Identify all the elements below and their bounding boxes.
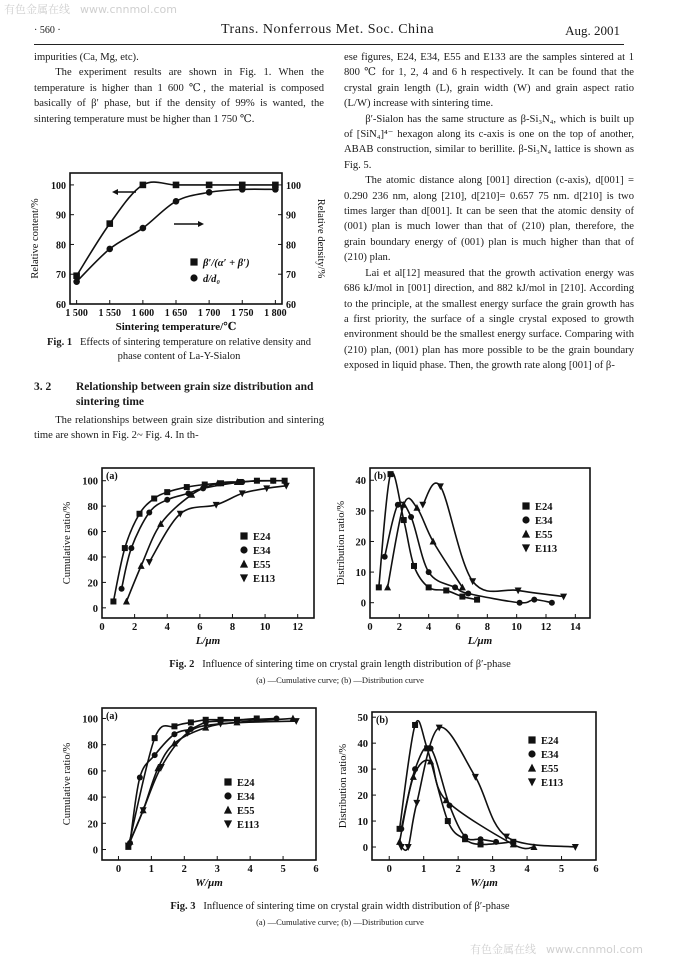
y-right-axis-label: Relative density/% [315, 198, 326, 279]
y-tick-label: 10 [355, 568, 366, 580]
x-tick-label: 2 [181, 864, 187, 875]
data-point-triangle-up [138, 562, 145, 569]
y-tick-label: 50 [357, 713, 368, 725]
x-tick-label: 6 [313, 864, 319, 875]
data-point-circle [382, 554, 388, 560]
series-E55 [123, 478, 241, 604]
y-axis-label: Cumulative ratio/% [62, 742, 73, 826]
x-tick-label: 8 [484, 622, 490, 633]
legend-label: E55 [237, 806, 255, 817]
fig2b-chart [330, 462, 600, 652]
data-point-triangle-up [528, 764, 536, 772]
data-point-circle [531, 597, 537, 603]
data-point-square [73, 272, 80, 279]
x-axis-label: Sintering temperature/℃ [115, 321, 237, 332]
data-point-square [376, 584, 382, 590]
data-point-circle [549, 600, 555, 606]
journal-title: Trans. Nonferrous Met. Soc. China [221, 22, 435, 37]
data-point-triangle-down [146, 559, 153, 566]
data-point-circle [140, 225, 147, 232]
series-E24 [376, 471, 480, 603]
data-point-circle [517, 600, 523, 606]
data-point-square [224, 778, 231, 785]
data-point-triangle-up [430, 538, 437, 545]
paragraph: Lai et al[12] measured that the growth activation energy was 686 kJ/mol in [001] direction, and 882 kJ/mol in [210]. According to the principle, at the smallest energy surface the grain growth has a first priority, the surface of a single crystal exposed to growth environment should be the smallest energy surface. Comparing with (210) plan, (001) plan has more possible to be the grain boundary exposed in liquid phase. Then, the growth rate along [001] of β- [344, 267, 634, 372]
legend-label: E24 [541, 736, 559, 747]
fig2-caption [0, 658, 680, 672]
left-column-bottom [34, 413, 324, 444]
legend [522, 502, 557, 555]
data-point-square [184, 484, 190, 490]
data-point-square [173, 182, 180, 189]
data-point-circle [224, 792, 231, 799]
y-tick-label: 20 [355, 537, 366, 549]
data-point-circle [465, 591, 471, 597]
data-point-circle [137, 774, 143, 780]
data-point-circle [493, 839, 499, 845]
x-tick-label: 1 600 [131, 308, 155, 319]
data-point-triangle-up [410, 773, 417, 780]
data-point-square [137, 511, 143, 517]
legend-label: E55 [541, 764, 559, 775]
fig1-caption-label: Fig. 1 [47, 337, 73, 348]
x-tick-label: 8 [229, 622, 236, 633]
y-tick-label: 40 [357, 739, 368, 751]
series-line [122, 481, 274, 589]
data-point-circle [528, 750, 535, 757]
panel-label: (b) [376, 715, 389, 726]
data-point-square [426, 584, 432, 590]
paragraph: β′-Sialon has the same structure as β-Si₃N₄, which is built up of [SiN₄]⁴⁻ hexagon along its c-axis is one on the top of another, ABAB construction, similar to berillite. β-Si₃N₄ lattice is shown as Fig. 5. [344, 113, 634, 171]
y-tick-label: 60 [87, 527, 98, 539]
paragraph: ese figures, E24, E34, E55 and E133 are the samples sintered at 1 800 ℃ for 1, 2, 4 and 6 h respectively. It can be found that the crystal grain length (L), grain width (W) and grain aspect ratio (L/W) increase with sintering time. [344, 52, 634, 110]
x-tick-label: 5 [558, 864, 565, 875]
data-point-square [528, 736, 535, 743]
legend-label: E24 [237, 778, 255, 789]
data-point-square [412, 722, 418, 728]
legend-label: E55 [535, 530, 553, 541]
x-tick-label: 2 [131, 622, 138, 633]
data-point-circle [272, 186, 279, 193]
legend-label: E55 [253, 560, 271, 571]
paragraph: The experiment results are shown in Fig. 1. When the temperature is higher than 1 600 ℃, the material is composed basically of β′ phase, but if the density of 99% is wanted, the sintering temperature must be higher than 1 750 ℃. [34, 67, 324, 125]
series-E113 [125, 718, 300, 849]
x-axis-label: L/μm [195, 635, 221, 647]
legend-label: d/d₀ [203, 274, 221, 285]
x-tick-label: 0 [115, 864, 122, 875]
x-tick-label: 1 [148, 864, 155, 875]
series-line [388, 498, 463, 587]
x-tick-label: 3 [489, 864, 496, 875]
fig1-chart [24, 166, 329, 332]
legend-label: E24 [535, 502, 553, 513]
y-tick-label: 40 [87, 552, 98, 564]
data-point-square [151, 496, 157, 502]
watermark-cn-bottom: 有色金属在线 [470, 943, 536, 956]
data-point-square [152, 735, 158, 741]
x-tick-label: 14 [570, 622, 581, 633]
y-tick-label: 100 [51, 180, 66, 192]
y-tick-label: 100 [82, 714, 98, 726]
y-right-tick-label: 100 [286, 180, 301, 192]
watermark-site-bottom: www.cnnmol.com [546, 943, 643, 956]
data-point-square [459, 594, 465, 600]
data-point-triangle-up [240, 560, 248, 568]
y-axis-label: Distribution ratio/% [338, 743, 349, 829]
fig3-caption-label: Fig. 3 [170, 901, 196, 912]
x-tick-label: 1 800 [264, 308, 287, 319]
data-point-circle [240, 546, 247, 553]
fig1-caption [34, 336, 324, 364]
x-tick-label: 3 [214, 864, 220, 875]
y-tick-label: 0 [92, 603, 98, 615]
paragraph: The relationships between grain size distribution and sintering time are shown in Fig. 2~ Fig. 4. In th- [34, 415, 324, 442]
fig2a-chart [52, 462, 327, 652]
arrow-head [112, 189, 118, 195]
data-point-circle [173, 198, 180, 205]
y-right-tick-label: 70 [286, 270, 296, 282]
data-point-circle [462, 834, 468, 840]
x-tick-label: 0 [367, 622, 373, 633]
data-point-circle [239, 186, 246, 193]
data-point-circle [152, 752, 158, 758]
y-tick-label: 40 [87, 793, 98, 805]
data-point-square [445, 818, 451, 824]
fig2-caption-label: Fig. 2 [169, 659, 195, 670]
data-point-circle [206, 189, 213, 196]
paragraph: impurities (Ca, Mg, etc). [34, 52, 139, 63]
y-tick-label: 20 [87, 819, 98, 831]
legend-label: E113 [541, 778, 564, 789]
legend [190, 258, 249, 285]
data-point-square [106, 220, 113, 227]
fig3-subcaption: (a) —Cumulative curve; (b) —Distribution curve [256, 917, 424, 927]
arrow-head [198, 221, 204, 227]
x-tick-label: 12 [292, 622, 303, 633]
paragraph: The atomic distance along [001] direction (c-axis), d[001] = 0.290 236 nm, along [210], d[210]= 0.657 75 nm. d[210] is two times larger than d[001]. It can be seen that the atomic density of (001) plan is much lower than that of (210) plan, therefore, the grain boundary energy of (001) plan is much higher than that of (210) plan. [344, 175, 634, 264]
data-point-triangle-up [522, 530, 530, 538]
data-point-circle [522, 516, 529, 523]
y-tick-label: 0 [360, 598, 366, 610]
right-axis-arrow [174, 221, 204, 227]
legend-label: E113 [253, 574, 276, 585]
series-E55 [126, 715, 296, 845]
y-tick-label: 30 [357, 765, 368, 777]
x-tick-label: 2 [455, 864, 461, 875]
legend-label: E34 [535, 516, 553, 527]
watermark-cn-top: 有色金属在线 [4, 3, 70, 16]
y-tick-label: 0 [362, 843, 368, 855]
data-point-triangle-up [396, 838, 403, 845]
data-point-triangle-down [419, 502, 426, 509]
data-point-circle [426, 569, 432, 575]
fig3b-chart [332, 700, 612, 896]
plot-frame [102, 708, 316, 860]
fig1-caption-text: Effects of sintering temperature on relative density and phase content of La-Y-Sialon [79, 337, 311, 362]
fig3-caption [0, 900, 680, 914]
x-tick-label: 4 [247, 864, 253, 875]
y-axis-label: Relative content/% [30, 198, 41, 279]
data-point-triangle-down [224, 820, 232, 828]
legend [528, 736, 563, 789]
watermark-site-top: www.cnnmol.com [80, 3, 177, 16]
legend-label: E24 [253, 532, 271, 543]
data-point-square [411, 563, 417, 569]
section-number: 3. 2 [34, 381, 52, 393]
x-tick-label: 1 [421, 864, 427, 875]
right-column [344, 50, 634, 374]
data-point-square [388, 471, 394, 477]
y-axis-label: Cumulative ratio/% [62, 501, 73, 585]
x-tick-label: 10 [259, 622, 271, 633]
legend-label: E34 [253, 546, 271, 557]
legend-label: E34 [237, 792, 255, 803]
data-point-triangle-down [240, 574, 248, 582]
x-tick-label: 4 [524, 864, 530, 875]
data-point-triangle-down [528, 778, 536, 786]
data-point-circle [395, 502, 401, 508]
fig3a-chart [52, 700, 332, 896]
data-point-square [171, 723, 177, 729]
legend-label: E113 [237, 820, 260, 831]
y-right-tick-label: 80 [286, 240, 296, 252]
x-axis-label: W/μm [470, 877, 498, 889]
y-tick-label: 30 [355, 506, 366, 518]
y-tick-label: 90 [56, 210, 66, 222]
x-tick-label: 6 [593, 864, 599, 875]
y-tick-label: 40 [355, 476, 366, 488]
y-tick-label: 80 [87, 502, 98, 514]
data-point-triangle-down [522, 544, 530, 552]
fig2-subcaption: (a) —Cumulative curve; (b) —Distribution curve [256, 675, 424, 685]
data-point-square [443, 587, 449, 593]
data-point-circle [452, 584, 458, 590]
x-tick-label: 0 [386, 864, 392, 875]
legend [240, 532, 275, 585]
data-point-square [164, 489, 170, 495]
data-point-square [188, 719, 194, 725]
data-point-circle [128, 545, 134, 551]
data-point-square [240, 532, 247, 539]
x-tick-label: 5 [280, 864, 286, 875]
left-column-top [34, 50, 324, 127]
x-tick-label: 1 700 [197, 308, 221, 319]
x-axis-label: W/μm [195, 877, 223, 889]
data-point-circle [478, 836, 484, 842]
legend [224, 778, 259, 831]
data-point-circle [408, 514, 414, 520]
x-tick-label: 1 550 [98, 308, 121, 319]
series-d/d₀ [73, 186, 278, 285]
fig2-caption-text: Influence of sintering time on crystal grain length distribution of β′-phase [202, 659, 511, 670]
panel-label: (a) [106, 471, 118, 482]
y-axis-label: Distribution ratio/% [336, 500, 347, 586]
data-point-triangle-down [437, 483, 444, 490]
page-number: · 560 · [34, 25, 61, 36]
y-tick-label: 80 [87, 740, 98, 752]
x-tick-label: 1 650 [164, 308, 188, 319]
data-point-circle [190, 274, 197, 281]
running-header [34, 22, 624, 45]
series-line [126, 482, 237, 602]
y-tick-label: 80 [56, 240, 66, 252]
x-tick-label: 10 [511, 622, 522, 633]
data-point-square [190, 258, 197, 265]
series-E34 [382, 502, 558, 606]
data-point-square [474, 597, 480, 603]
series-line [401, 747, 496, 842]
data-point-square [140, 182, 147, 189]
legend-label: E34 [541, 750, 559, 761]
y-tick-label: 100 [82, 476, 98, 488]
y-right-tick-label: 90 [286, 210, 296, 222]
y-tick-label: 70 [56, 270, 66, 282]
x-tick-label: 0 [99, 622, 105, 633]
y-tick-label: 60 [56, 300, 66, 311]
data-point-circle [164, 497, 170, 503]
data-point-square [401, 517, 407, 523]
issue-date: Aug. 2001 [565, 23, 620, 38]
data-point-square [206, 182, 213, 189]
y-tick-label: 0 [92, 845, 98, 857]
data-point-square [522, 502, 529, 509]
x-tick-label: 6 [455, 622, 461, 633]
section-title: Relationship between grain size distribution and sintering time [76, 381, 314, 408]
legend-label: E113 [535, 544, 558, 555]
fig3-caption-text: Influence of sintering time on crystal grain width distribution of β′-phase [203, 901, 510, 912]
data-point-circle [273, 715, 279, 721]
x-tick-label: 2 [396, 622, 402, 633]
data-point-square [478, 841, 484, 847]
series-E55 [384, 498, 466, 590]
legend-label: β′/(α′ + β′) [203, 258, 250, 269]
data-point-triangle-up [224, 806, 232, 814]
x-tick-label: 6 [197, 622, 203, 633]
y-right-tick-label: 60 [286, 300, 296, 311]
y-tick-label: 20 [357, 791, 368, 803]
x-tick-label: 1 750 [231, 308, 254, 319]
x-tick-label: 4 [164, 622, 170, 633]
plot-frame [70, 173, 282, 304]
x-tick-label: 12 [540, 622, 552, 633]
x-tick-label: 4 [426, 622, 432, 633]
panel-label: (a) [106, 711, 118, 722]
y-tick-label: 10 [357, 817, 368, 829]
data-point-circle [171, 731, 177, 737]
data-point-square [122, 545, 128, 551]
x-axis-label: L/μm [467, 635, 493, 647]
panel-label: (b) [374, 471, 387, 482]
data-point-circle [73, 278, 80, 285]
y-tick-label: 60 [87, 766, 98, 778]
data-point-triangle-up [384, 584, 391, 591]
x-tick-label: 1 500 [65, 308, 88, 319]
data-point-circle [270, 478, 276, 484]
data-point-square [110, 598, 116, 604]
data-point-circle [119, 586, 125, 592]
data-point-triangle-down [413, 800, 420, 807]
data-point-circle [106, 246, 113, 253]
y-tick-label: 20 [87, 578, 98, 590]
data-point-circle [146, 509, 152, 515]
data-point-triangle-up [123, 598, 130, 605]
section-heading [34, 380, 324, 410]
